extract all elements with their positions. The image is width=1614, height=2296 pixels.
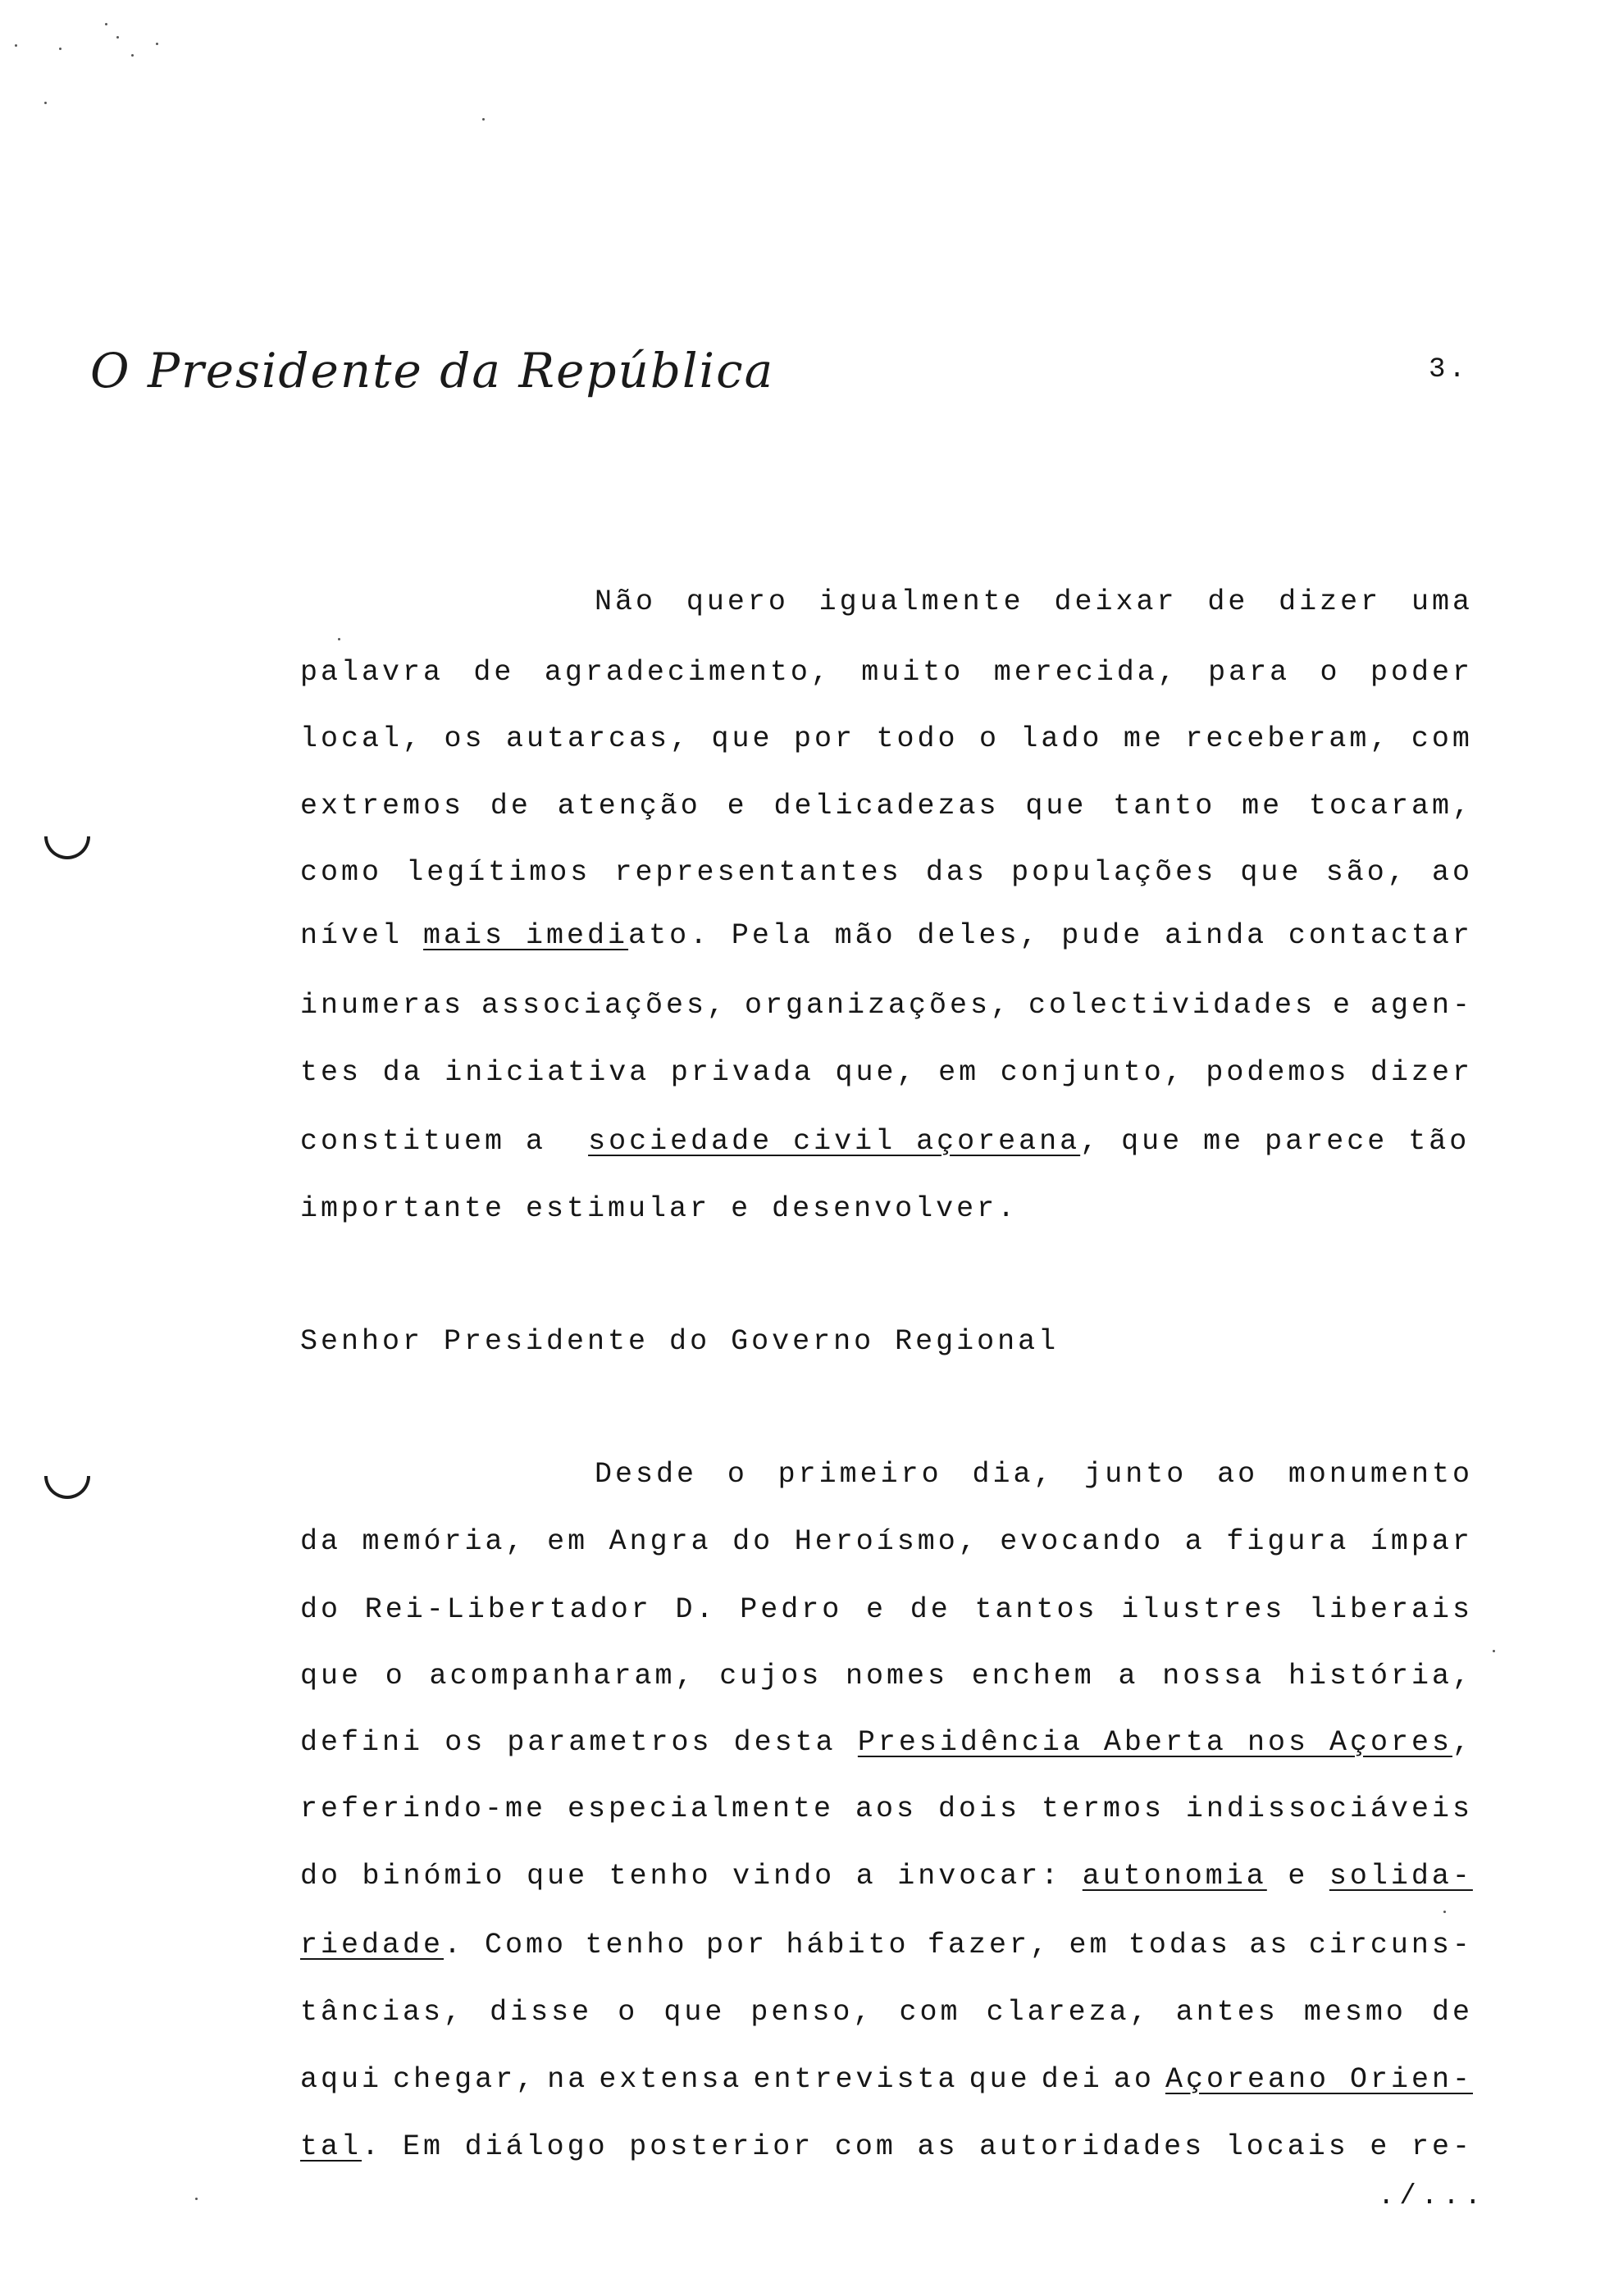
word: liberais [1308,1593,1473,1626]
word: desta [733,1726,837,1759]
word: com [899,1996,961,2029]
text-line [300,1855,1473,1897]
word: lado [1020,722,1103,755]
word: em [547,1525,589,1558]
word: colectividades [1028,989,1316,1022]
salutation: Senhor Presidente do Governo Regional [300,1325,1060,1358]
word: vindo [732,1860,836,1893]
word: na [547,2063,589,2096]
word: os [444,722,486,755]
punch-hole-mark [44,1476,90,1499]
word: nomes [845,1660,949,1692]
word: Heroísmo, [794,1525,979,1558]
word: populações [1011,856,1217,889]
text-line [300,2058,1473,2101]
word: cujos [719,1660,823,1692]
word: e [866,1593,887,1626]
text-line [300,1924,1473,1966]
word: re- [1411,2130,1473,2163]
word: ímpar [1370,1525,1473,1558]
text-line [300,1520,1473,1563]
word: com [1411,722,1473,755]
text-line [300,1051,1473,1094]
word: e [1288,1860,1309,1893]
word: tâncias, [300,1996,465,2029]
word: antes [1175,1996,1279,2029]
word: em [938,1056,980,1089]
text-line [300,651,1473,694]
scan-speck [44,102,47,104]
word: referindo-me [300,1793,547,1825]
word: de [910,1593,951,1626]
letterhead: O Presidente da República [90,343,775,399]
text-segment: constituem a [300,1125,547,1158]
word: a [1184,1525,1206,1558]
word: aos [855,1793,918,1825]
underlined-text: autonomia [1082,1860,1267,1893]
text-line: importante estimular e desenvolver. [300,1192,1019,1225]
text-segment: tal. Em [300,2130,445,2163]
scan-speck [59,48,62,50]
word: merecida, [993,656,1179,689]
word: todo [876,722,959,755]
word: poder [1370,656,1473,689]
word: contactar [1288,919,1473,952]
word: conjunto, [1000,1056,1185,1089]
word: clareza, [986,1996,1151,2029]
word: Pedro [740,1593,843,1626]
word: o [978,722,1000,755]
word: o [727,1458,748,1491]
text-line [300,718,1473,760]
scan-speck [338,638,340,640]
text-line [300,785,1473,827]
scan-speck [105,23,107,25]
word: do [300,1593,342,1626]
word: podemos [1206,1056,1350,1089]
word: história, [1288,1660,1473,1692]
word: posterior [629,2130,814,2163]
word: uma [1411,585,1473,618]
word: Rei-Libertador [364,1593,652,1626]
underlined-text: Presidência Aberta nos Açores [857,1726,1452,1759]
text-line [595,581,1473,623]
word: ao [1113,2063,1155,2096]
word: de [1207,585,1249,618]
word: dizer [1279,585,1382,618]
word: ilustres [1121,1593,1286,1626]
word: que [1240,856,1302,889]
word: delicadezas [773,790,1000,822]
word: de [490,790,531,822]
text-segment: Presidência Aberta nos Açores, [857,1726,1473,1759]
text-line [300,1120,1473,1163]
word: especialmente [568,1793,835,1825]
text-line [300,1655,1473,1697]
word: indissociáveis [1185,1793,1473,1825]
word: local, [300,722,424,755]
word: entrevista [753,2063,959,2096]
word: os [445,1726,486,1759]
text-line [300,1721,1473,1764]
word: de [1431,1996,1473,2029]
word: tes [300,1056,362,1089]
word: do [732,1525,774,1558]
word: tenho [609,1860,712,1893]
word: chegar, [393,2063,537,2096]
underlined-text: tal [300,2130,362,2163]
word: autoridades [979,2130,1206,2163]
word: quero [686,585,789,618]
word: extremos [300,790,465,822]
word: representantes [614,856,902,889]
word: figura [1226,1525,1350,1558]
underlined-text: Açoreano Orien- [1165,2063,1473,2096]
word: defini [300,1726,424,1759]
word: hábito [786,1929,910,1961]
word: inumeras [300,989,465,1022]
word: Não [595,585,657,618]
word: Angra [609,1525,712,1558]
word: Pela [731,919,814,952]
word: D. [675,1593,717,1626]
underlined-text: mais imedi [423,919,629,952]
word: evocando [1000,1525,1165,1558]
word: termos [1041,1793,1165,1825]
word: são, [1325,856,1408,889]
word: a [1118,1660,1139,1692]
word: dois [937,1793,1020,1825]
word: autarcas, [505,722,691,755]
word: ao [1431,856,1473,889]
text-line [300,851,1473,894]
scan-speck [1443,1911,1446,1913]
word: tanto [1113,790,1216,822]
word: monumento [1288,1458,1473,1491]
word: a [855,1860,877,1893]
word: de [473,656,515,689]
word: em [1069,1929,1110,1961]
word: agen- [1370,989,1473,1022]
word: junto [1084,1458,1188,1491]
word: do [300,1860,342,1893]
word: com [834,2130,896,2163]
word: organizações, [744,989,1012,1022]
text-line [300,1588,1473,1631]
scan-speck [156,43,158,45]
scan-speck [15,44,17,47]
word: acompanharam, [429,1660,696,1692]
word: que [711,722,773,755]
word: binómio [362,1860,506,1893]
word: ao [1217,1458,1259,1491]
word: o [618,1996,639,2029]
word: dia, [972,1458,1055,1491]
continuation-mark: ./... [1378,2181,1487,2212]
word: que, [835,1056,918,1089]
underlined-text: sociedade civil açoreana [588,1125,1081,1158]
word: privada [670,1056,814,1089]
word: circuns- [1308,1929,1473,1961]
word: disse [490,1996,593,2029]
word: me [1123,722,1165,755]
scan-speck [131,54,134,57]
word: penso, [750,1996,874,2029]
word: invocar: [897,1860,1062,1893]
word: fazer, [927,1929,1051,1961]
word: igualmente [818,585,1024,618]
word: atenção [557,790,701,822]
underlined-text: solida- [1329,1860,1473,1893]
word: da [382,1056,424,1089]
word: agradecimento, [544,656,832,689]
word: por [793,722,855,755]
page-number: 3. [1429,354,1469,385]
word: iniciativa [445,1056,650,1089]
word: palavra [300,656,445,689]
text-line [300,1788,1473,1830]
text-line [300,1991,1473,2034]
word: dei [1041,2063,1103,2096]
word: deles, [917,919,1041,952]
word: me [1242,790,1283,822]
word: parametros [507,1726,713,1759]
word: e [1333,989,1354,1022]
word: Desde [595,1458,698,1491]
word: que [1025,790,1087,822]
text-segment: , que me parece tão [1080,1125,1470,1158]
word: que [527,1860,589,1893]
word: deixar [1054,585,1178,618]
word: enchem [971,1660,1095,1692]
word: as [917,2130,959,2163]
word: e [727,790,748,822]
word: como [300,856,383,889]
word: o [385,1660,406,1692]
word: associações, [481,989,728,1022]
word: para [1208,656,1291,689]
word: que [300,1660,362,1692]
scan-speck [195,2198,198,2200]
text-line [300,914,1473,957]
text-line [300,984,1473,1027]
scan-speck [116,36,119,39]
word: tocaram, [1308,790,1473,822]
word: tantos [974,1593,1098,1626]
word: que [969,2063,1031,2096]
word: extensa [599,2063,743,2096]
word: tenho [585,1929,688,1961]
underlined-text: riedade [300,1929,445,1961]
word: as [1249,1929,1291,1961]
word: dizer [1370,1056,1473,1089]
word: diálogo [464,2130,609,2163]
word: primeiro [777,1458,942,1491]
word: ainda [1165,919,1268,952]
word: o [1320,656,1341,689]
text-segment: riedade. Como [300,1929,568,1961]
word: da [300,1525,342,1558]
word: aqui [300,2063,383,2096]
text-line [300,2125,1473,2168]
scan-speck [482,118,485,121]
word: muito [861,656,964,689]
word: pude [1061,919,1144,952]
word: das [925,856,987,889]
word: mão [834,919,896,952]
word: que [663,1996,726,2029]
scan-speck [1493,1650,1495,1652]
word: locais [1225,2130,1349,2163]
text-segment: nível mais imediato. [300,919,711,952]
word: memória, [362,1525,527,1558]
word: todas [1128,1929,1231,1961]
word: por [706,1929,768,1961]
word: mesmo [1303,1996,1407,2029]
word: e [1370,2130,1391,2163]
word: receberam, [1185,722,1391,755]
word: legítimos [406,856,591,889]
punch-hole-mark [44,836,90,859]
word: nossa [1162,1660,1265,1692]
text-line [595,1453,1473,1496]
